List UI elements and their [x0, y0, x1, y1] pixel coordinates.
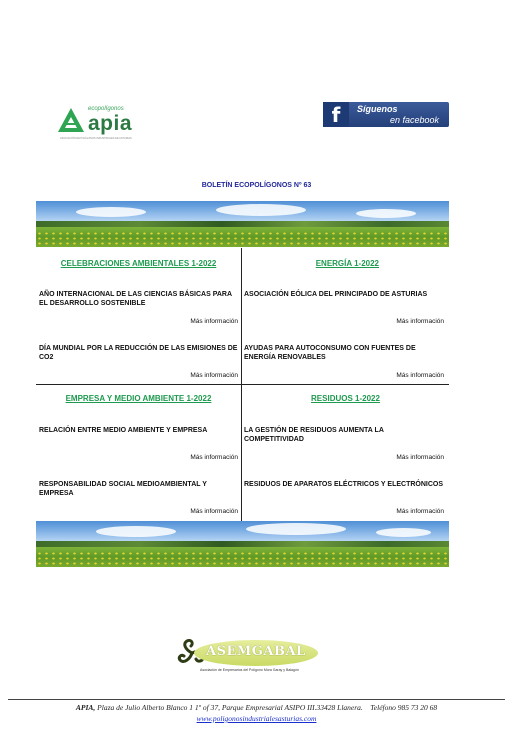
facebook-line2: en facebook — [390, 115, 440, 125]
item-title[interactable]: RESIDUOS DE APARATOS ELÉCTRICOS Y ELECTRÓNICOS — [244, 481, 444, 488]
section-heading-residuos[interactable]: RESIDUOS 1-2022 — [311, 394, 380, 403]
section-heading-celebraciones[interactable]: CELEBRACIONES AMBIENTALES 1-2022 — [60, 259, 217, 268]
more-info-link[interactable]: Más información — [396, 372, 444, 379]
apia-tagline: ASOCIACIÓN DE POLÍGONOS INDUSTRIALES DE ASTURIAS — [60, 137, 132, 140]
section-heading-energia[interactable]: ENERGÍA 1-2022 — [315, 259, 379, 268]
more-info-link[interactable]: Más información — [396, 508, 444, 515]
item-title[interactable]: AYUDAS PARA AUTOCONSUMO CON FUENTES DE ENERGÍA RENOVABLES — [244, 345, 416, 361]
facebook-line1: Síguenos — [357, 104, 398, 114]
item-title[interactable]: RELACIÓN ENTRE MEDIO AMBIENTE Y EMPRESA — [39, 427, 208, 434]
footer-website-link[interactable]: www.poligonosindustrialesasturias.com — [196, 714, 317, 723]
more-info-link[interactable]: Más información — [190, 318, 238, 325]
meadow-banner-bottom — [36, 521, 449, 567]
bulletin-title: BOLETÍN ECOPOLÍGONOS Nº 63 — [201, 182, 312, 189]
more-info-link[interactable]: Más información — [190, 372, 238, 379]
item-title[interactable]: ASOCIACIÓN EÓLICA DEL PRINCIPADO DE ASTURIAS — [244, 291, 428, 298]
facebook-f-icon: f — [323, 102, 349, 127]
meadow-banner-top — [36, 201, 449, 247]
apia-triangle-icon — [58, 108, 84, 132]
footer-address — [0, 703, 513, 712]
apia-logo — [58, 104, 153, 142]
item-title[interactable]: DÍA MUNDIAL POR LA REDUCCIÓN DE LAS EMISIONES DE CO2 — [39, 345, 238, 361]
footer-phone: Teléfono 985 73 20 68 — [370, 703, 438, 712]
facebook-follow-button[interactable] — [323, 102, 449, 127]
item-title[interactable]: RESPONSABILIDAD SOCIAL MEDIOAMBIENTAL Y EMPRESA — [39, 481, 207, 497]
footer-org: APIA, — [75, 703, 96, 712]
footer-address-text: Plaza de Julio Alberto Blanco 1 1º of 37, Parque Empresarial ASIPO III.33428 Llanera. — [95, 703, 363, 712]
apia-brand: apia — [88, 112, 133, 135]
column-divider — [241, 248, 242, 522]
row-divider — [36, 384, 449, 385]
apia-top-text: ecopolígonos — [88, 106, 124, 112]
item-title[interactable]: AÑO INTERNACIONAL DE LAS CIENCIAS BÁSICAS PARA EL DESARROLLO SOSTENIBLE — [39, 291, 232, 307]
item-title[interactable]: LA GESTIÓN DE RESIDUOS AUMENTA LA COMPETITIVIDAD — [244, 427, 384, 443]
section-heading-empresa[interactable]: EMPRESA Y MEDIO AMBIENTE 1-2022 — [65, 394, 212, 403]
asemgabal-brand: ASEMGABAL — [206, 644, 306, 659]
more-info-link[interactable]: Más información — [396, 318, 444, 325]
asemgabal-subtitle: Asociación de Empresarios del Polígono Mora Garay y Balagón — [200, 668, 299, 672]
asemgabal-logo — [176, 636, 319, 680]
more-info-link[interactable]: Más información — [190, 454, 238, 461]
footer-divider — [8, 699, 505, 700]
more-info-link[interactable]: Más información — [190, 508, 238, 515]
more-info-link[interactable]: Más información — [396, 454, 444, 461]
